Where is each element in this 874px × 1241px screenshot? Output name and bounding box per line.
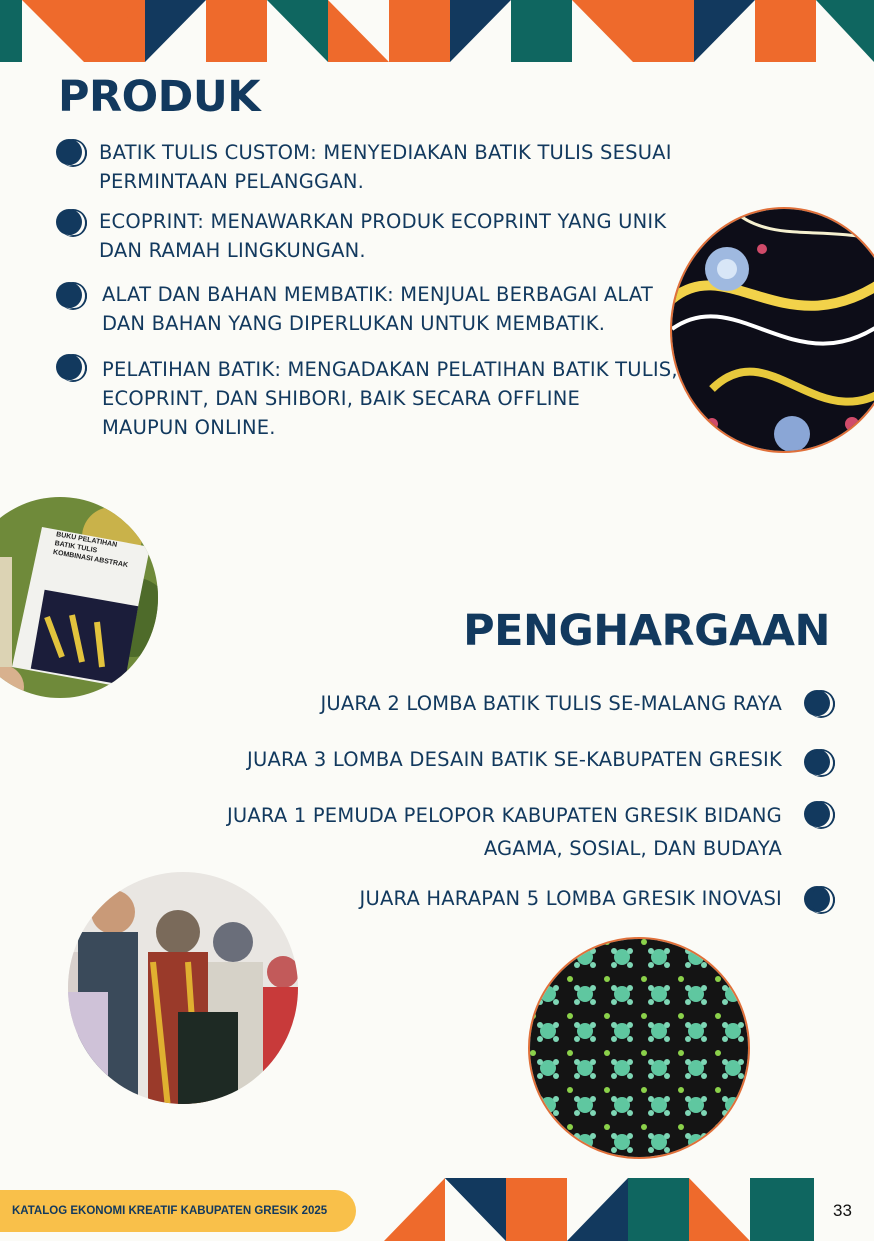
produk-item-ecoprint xyxy=(99,207,666,265)
award-item-line: JUARA HARAPAN 5 LOMBA GRESIK INOVASI xyxy=(359,887,782,910)
produk-item-batik-tulis xyxy=(99,138,672,196)
bullet-icon xyxy=(804,886,830,912)
produk-item-line: PELATIHAN BATIK: MENGADAKAN PELATIHAN BATIK TULIS, xyxy=(102,358,678,381)
bullet-icon xyxy=(804,690,830,716)
award-item xyxy=(247,745,782,774)
bullet-icon xyxy=(56,282,82,308)
batik-pattern-photo xyxy=(528,937,750,1159)
produk-item-line: MAUPUN ONLINE. xyxy=(102,416,276,439)
footer-catalog-text: KATALOG EKONOMI KREATIF KABUPATEN GRESIK 2025 xyxy=(12,1205,328,1217)
award-item-line: JUARA 2 LOMBA BATIK TULIS SE-MALANG RAYA xyxy=(320,692,782,715)
footer-catalog-label xyxy=(0,1190,356,1232)
produk-item-line: PERMINTAAN PELANGGAN. xyxy=(99,170,365,193)
award-item-line: AGAMA, SOSIAL, DAN BUDAYA xyxy=(483,837,782,860)
award-item xyxy=(360,884,782,913)
team-group-photo xyxy=(66,870,300,1106)
produk-item-alat-bahan xyxy=(102,280,653,338)
book-cover-title: BUKU PELATIHAN BATIK TULIS KOMBINASI ABSTRAK xyxy=(52,531,129,570)
bullet-icon xyxy=(56,209,82,235)
bottom-decorative-band xyxy=(384,1178,814,1241)
bullet-icon xyxy=(56,354,82,380)
award-item xyxy=(320,689,782,718)
produk-item-line: DAN RAMAH LINGKUNGAN. xyxy=(99,239,366,262)
bullet-icon xyxy=(56,139,82,165)
batik-fabric-photo xyxy=(670,207,874,453)
award-item xyxy=(227,799,782,865)
produk-item-line: DAN BAHAN YANG DIPERLUKAN UNTUK MEMBATIK. xyxy=(102,312,606,335)
produk-item-line: ECOPRINT: MENAWARKAN PRODUK ECOPRINT YANG UNIK xyxy=(99,210,667,233)
award-item-line: JUARA 1 PEMUDA PELOPOR KABUPATEN GRESIK BIDANG xyxy=(226,804,782,827)
top-decorative-band xyxy=(0,0,874,62)
produk-item-line: ECOPRINT, DAN SHIBORI, BAIK SECARA OFFLINE xyxy=(102,387,581,410)
training-book-photo xyxy=(0,495,160,700)
page-number: 33 xyxy=(833,1201,852,1220)
produk-item-pelatihan xyxy=(102,355,678,442)
produk-item-line: ALAT DAN BAHAN MEMBATIK: MENJUAL BERBAGAI ALAT xyxy=(102,283,654,306)
produk-heading: PRODUK xyxy=(58,72,261,122)
bullet-icon xyxy=(804,801,830,827)
penghargaan-heading: PENGHARGAAN xyxy=(463,606,830,656)
bullet-icon xyxy=(804,749,830,775)
award-item-line: JUARA 3 LOMBA DESAIN BATIK SE-KABUPATEN GRESIK xyxy=(247,748,782,771)
produk-item-line: BATIK TULIS CUSTOM: MENYEDIAKAN BATIK TULIS SESUAI xyxy=(99,141,672,164)
